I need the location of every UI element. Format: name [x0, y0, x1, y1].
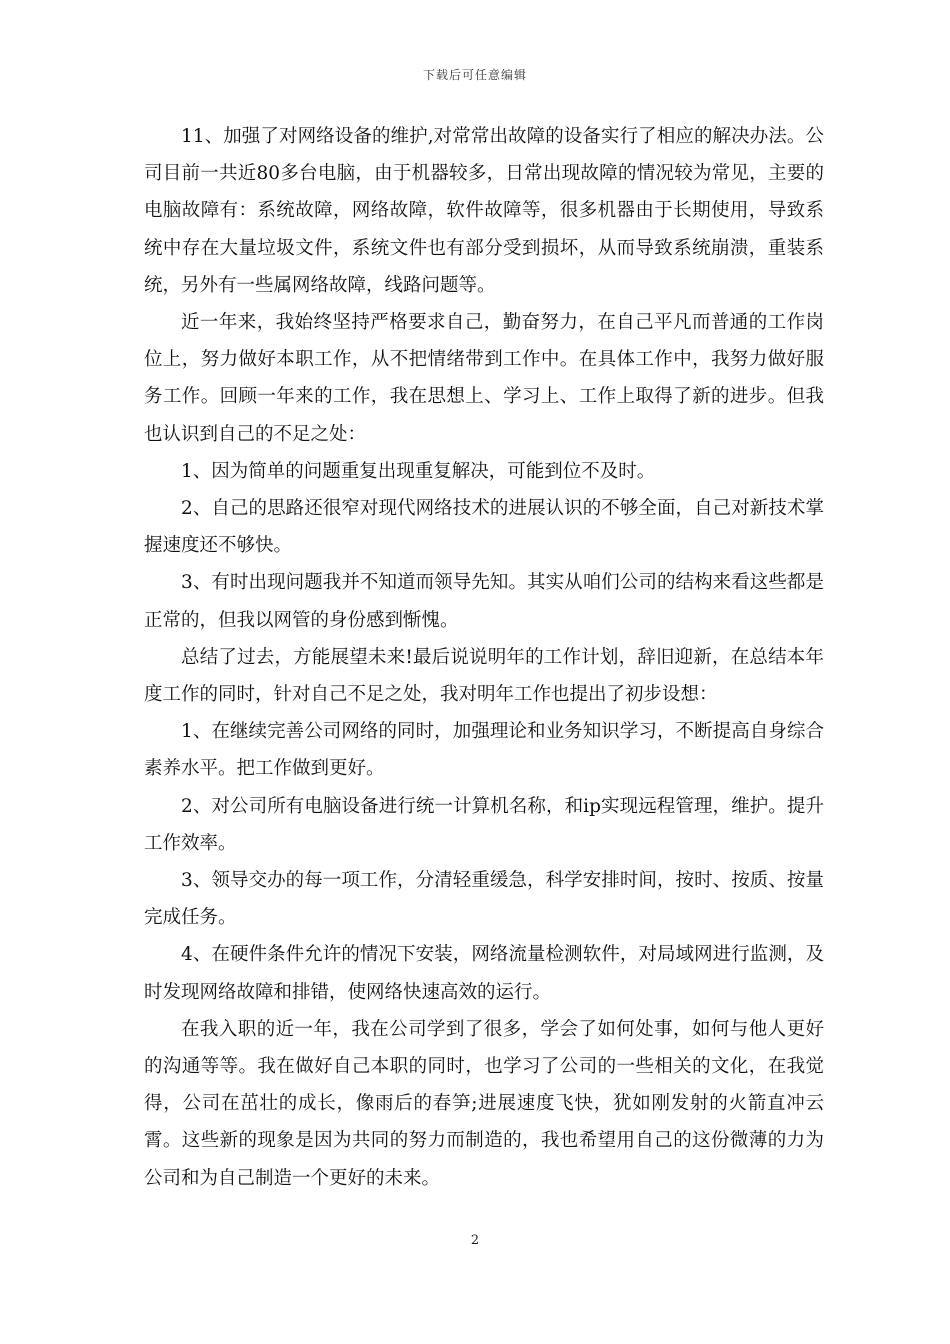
- paragraph-year-review: 近一年来，我始终坚持严格要求自己，勤奋努力，在自己平凡而普通的工作岗位上，努力做好本职工作，从不把情绪带到工作中。在具体工作中，我努力做好服务工作。回顾一年来的工作，我在思想上、学习上、工作上取得了新的进步。但我也认识到自己的不足之处：: [144, 312, 824, 445]
- document-body: [144, 118, 824, 1197]
- paragraph-shortcoming-3: 3、有时出现问题我并不知道而领导先知。其实从咱们公司的结构来看这些都是正常的，但我以网管的身份感到惭愧。: [144, 572, 824, 631]
- paragraph-shortcoming-1: 1、因为简单的问题重复出现重复解决，可能到位不及时。: [181, 460, 656, 482]
- paragraph-network-maintenance: 11、加强了对网络设备的维护,对常常出故障的设备实行了相应的解决办法。公司目前一共近80多台电脑，由于机器较多，日常出现故障的情况较为常见，主要的电脑故障有：系统故障，网络故障，软件故障等，很多机器由于长期使用，导致系统中存在大量垃圾文件，系统文件也有部分受到损坏，从而导致系统崩溃，重装系统，另外有一些属网络故障，线路问题等。: [144, 126, 824, 296]
- paragraph-plan-2: 2、对公司所有电脑设备进行统一计算机名称，和ip实现远程管理，维护。提升工作效率。: [144, 795, 824, 854]
- page-number: 2: [470, 1233, 480, 1248]
- paragraph-plan-1: 1、在继续完善公司网络的同时，加强理论和业务知识学习，不断提高自身综合素养水平。把工作做到更好。: [144, 721, 824, 780]
- paragraph-shortcoming-2: 2、自己的思路还很窄对现代网络技术的进展认识的不够全面，自己对新技术掌握速度还不够快。: [144, 498, 824, 557]
- paragraph-plan-intro: 总结了过去，方能展望未来!最后说说明年的工作计划，辞旧迎新，在总结本年度工作的同时，针对自己不足之处，我对明年工作也提出了初步设想：: [144, 646, 824, 706]
- page-header: 下载后可任意编辑: [422, 68, 527, 82]
- paragraph-plan-4: 4、在硬件条件允许的情况下安装，网络流量检测软件，对局域网进行监测，及时发现网络故障和排错，使网络快速高效的运行。: [144, 944, 824, 1003]
- paragraph-plan-3: 3、领导交办的每一项工作，分清轻重缓急，科学安排时间，按时、按质、按量完成任务。: [144, 870, 824, 929]
- paragraph-conclusion: 在我入职的近一年，我在公司学到了很多，学会了如何处事，如何与他人更好的沟通等等。我在做好自己本职的同时，也学习了公司的一些相关的文化，在我觉得，公司在茁壮的成长，像雨后的春笋;进展速度飞快，犹如刚发射的火箭直冲云霄。这些新的现象是因为共同的努力而制造的，我也希望用自己的这份微薄的力为公司和为自己制造一个更好的未来。: [144, 1018, 824, 1189]
